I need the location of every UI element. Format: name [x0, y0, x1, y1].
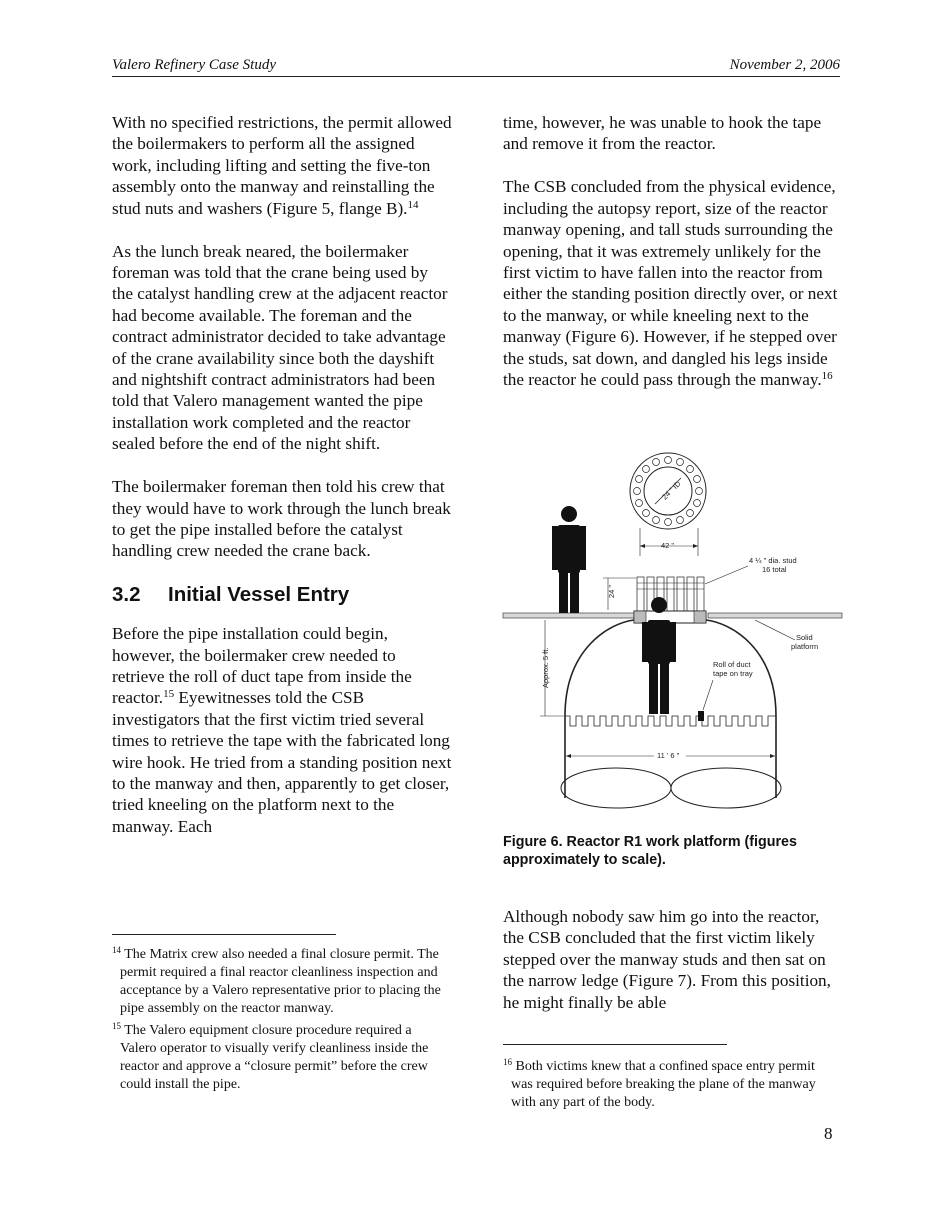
label-solid: Solid [796, 633, 813, 642]
manway-flange-top-view [630, 453, 706, 529]
label-depth: Approx. 5 ft. [541, 647, 550, 688]
page-header [112, 56, 840, 77]
section-heading [112, 583, 452, 609]
paragraph-lunch-break: As the lunch break neared, the boilermaker foreman was told that the crane being used by the catalyst handling crew at the adjacent reactor had become available. The foreman and the contract administrator decided to take advantage of the crane availability since both the dayshift and nightshift contract administrators had been told that Valero management wanted the pipe installation work completed and the reactor sealed before the end of the night shift. [112, 241, 448, 454]
footnote-14: $^{14}$ The Matrix crew also needed a final closure permit. The permit required a final reactor cleanliness inspection and acceptance by a Valero representative prior to placing the pipe assembly on the reactor manway. [112, 945, 441, 1016]
header-title: Valero Refinery Case Study [112, 57, 276, 73]
dimension-42 [640, 528, 698, 556]
dimension-24 [603, 578, 636, 610]
section-number: 3.2 [112, 583, 141, 607]
footnote-ref-16[interactable]: 16 [821, 369, 833, 382]
catalyst-tray [565, 716, 776, 726]
studs [637, 577, 704, 611]
right-column-continued [503, 906, 843, 1035]
footnote-ref-15[interactable]: 15 [163, 688, 175, 701]
label-stud: 4 ¼ " dia. stud [749, 556, 797, 565]
label-id: 24 " ID [660, 479, 683, 502]
label-24: 24 " [607, 584, 616, 598]
label-42: 42 " [661, 541, 675, 550]
right-column [503, 112, 843, 412]
figure-caption: Figure 6. Reactor R1 work platform (figures approximately to scale). [503, 834, 797, 868]
left-column [112, 112, 452, 859]
footnote-ref-14[interactable]: 14 [407, 198, 419, 211]
footnotes-right [503, 1058, 839, 1112]
label-diameter: 11 ' 6 " [657, 751, 680, 760]
figure-6-diagram [500, 448, 845, 818]
paragraph-foreman: The boilermaker foreman then told his crew that they would have to work through the lunch break to get the pipe installed before the catalyst handling crew needed the crane back. [112, 477, 451, 561]
paragraph-nobody-saw: Although nobody saw him go into the reactor, the CSB concluded that the first victim likely stepped over the manway studs and then sat on the narrow ledge (Figure 7). From this position, he might finally be able [503, 907, 831, 1012]
paragraph-vessel-entry: Before the pipe installation could begin, however, the boilermaker crew needed to retrieve the roll of duct tape from inside the reactor.$^{15}$ Eyewitnesses told the CSB investigators that the first victim tried several times to retrieve the tape with the fabricated long wire hook. He tried from a standing position next to the manway and then, apparently to get closer, tried kneeling on the platform next to the manway. Each [112, 624, 452, 836]
footnotes-left [112, 946, 450, 1094]
standing-worker-figure [552, 506, 586, 613]
label-roll: Roll of duct [713, 660, 751, 669]
page-number: 8 [824, 1124, 833, 1143]
footnote-15: $^{15}$ The Valero equipment closure procedure required a Valero operator to visually verify cleanliness inside the reactor and approve a “closure permit” before the crew could install the pipe. [112, 1021, 429, 1092]
footnote-16: $^{16}$ Both victims knew that a confined space entry permit was required before breaking the plane of the manway with any part of the body. [503, 1057, 816, 1110]
paragraph-csb-concluded: The CSB concluded from the physical evidence, including the autopsy report, size of the reactor manway opening, and tall studs surrounding the opening, that it was extremely unlikely for the first victim to have fallen into the reactor from either the standing position directly over, or next to the manway, or while kneeling next to the manway (Figure 6). However, if he stepped over the studs, sat down, and dangled his legs inside the reactor he could pass through the manway.$^{16}$ [503, 177, 838, 389]
dimension-diameter [566, 750, 775, 760]
label-stud-total: 16 total [762, 565, 787, 574]
label-platform: platform [791, 642, 819, 651]
paragraph-hook-tape: time, however, he was unable to hook the tape and remove it from the reactor. [503, 113, 822, 154]
stud-callout [705, 556, 797, 584]
header-date: November 2, 2006 [729, 57, 840, 73]
footnote-rule-right [503, 1044, 727, 1045]
tape-callout [703, 660, 753, 710]
duct-tape-roll [698, 711, 704, 721]
label-tape: tape on tray [713, 669, 753, 678]
section-title: Initial Vessel Entry [168, 583, 350, 607]
dimension-depth [540, 620, 564, 716]
footnote-rule-left [112, 934, 336, 935]
paragraph-permit: With no specified restrictions, the permit allowed the boilermakers to perform all the assigned work, including lifting and setting the five-ton assembly onto the manway and reinstalling the stud nuts and washers (Figure 5, flange B).$^{14}$ [112, 113, 452, 218]
